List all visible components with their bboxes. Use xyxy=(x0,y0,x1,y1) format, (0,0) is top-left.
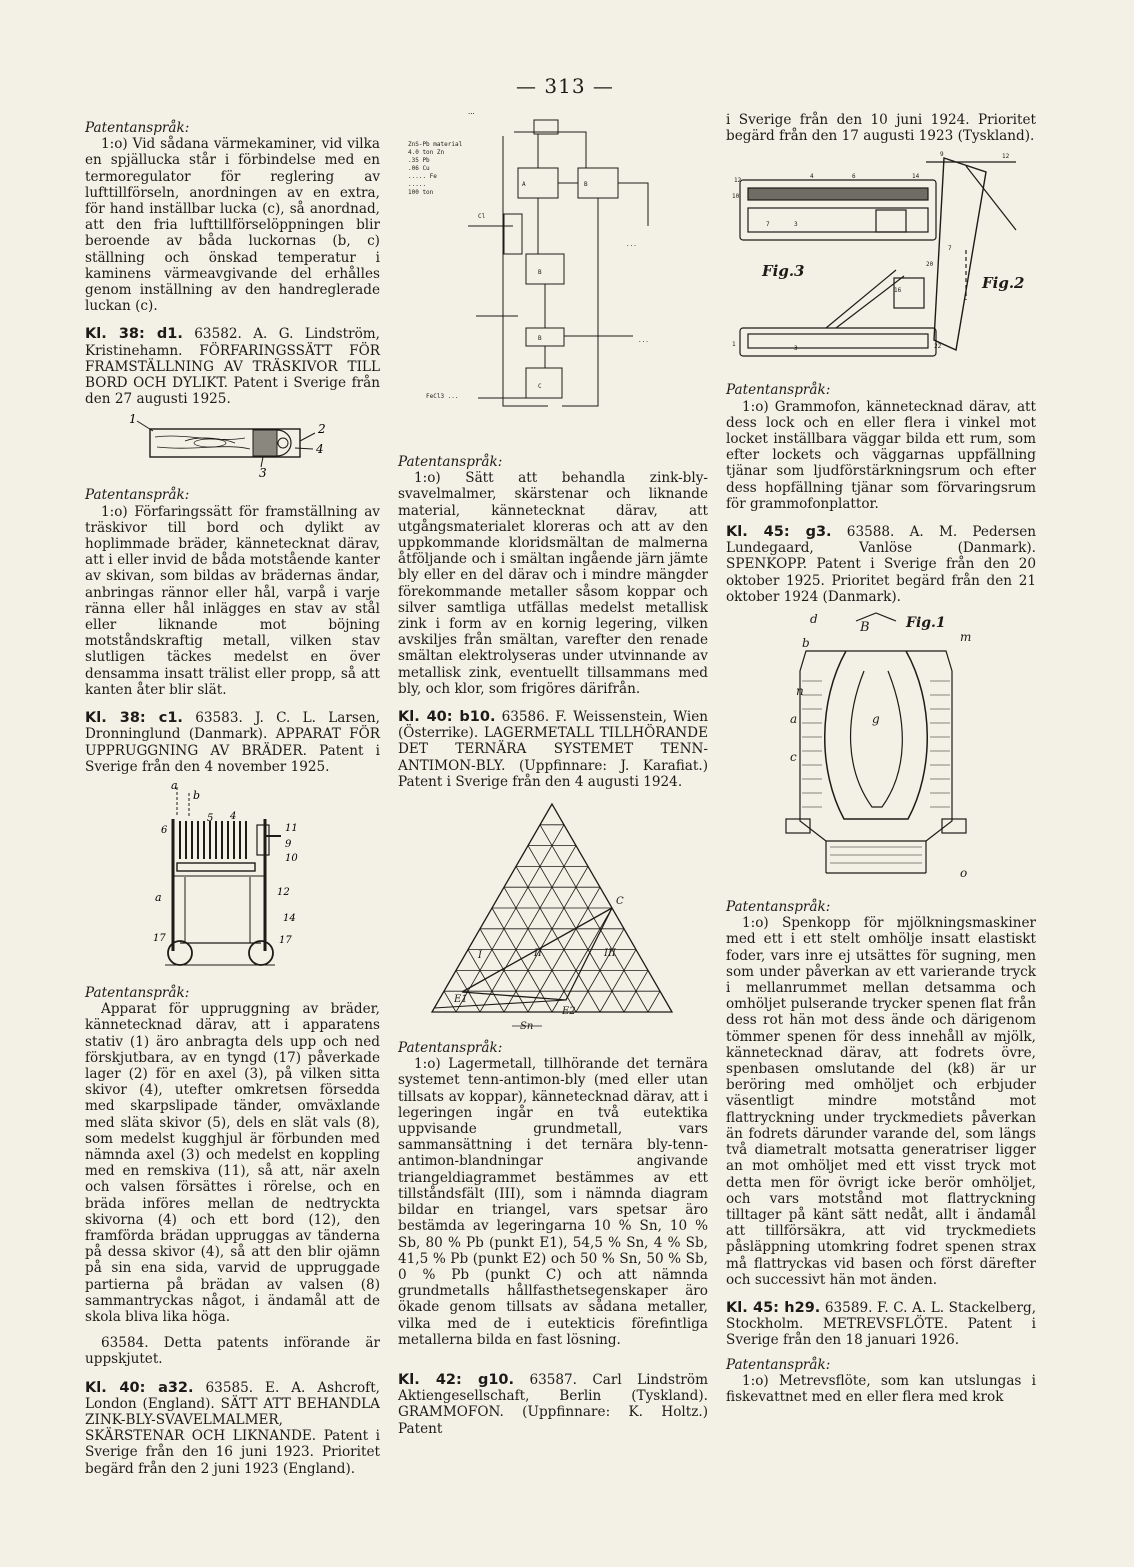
entry-text: 63585. E. A. Ashcroft, London (England). SÄTT ATT BEHANDLA ZINK-BLY-SVAVELMALMER, SKÄRSTENAR OCH LIKNANDE. Patent i Sverige från den 16 juni 1923. Prioritet begärd från den 2 juni 1923 (England). xyxy=(85,1379,380,1477)
fig-label: E2 xyxy=(562,1006,576,1018)
fig-label: d xyxy=(810,612,818,627)
entry-text: 63589. F. C. A. L. Stackelberg, Stockholm. METREVSFLÖTE. Patent i Sverige från den 18 januari 1926. xyxy=(726,1299,1037,1349)
figure-ternary-diagram xyxy=(398,796,708,1032)
figure-board-section xyxy=(85,413,380,479)
claims-heading: Patentanspråk: xyxy=(398,1040,503,1057)
svg-text:14: 14 xyxy=(912,173,920,181)
svg-text:6: 6 xyxy=(852,173,856,181)
svg-text:1: 1 xyxy=(732,341,736,349)
svg-text:B: B xyxy=(584,181,588,188)
svg-text:Cl: Cl xyxy=(478,213,486,220)
claims-heading: Patentanspråk: xyxy=(85,120,190,136)
svg-text:12: 12 xyxy=(734,177,742,185)
fig-label: 5 xyxy=(207,812,214,824)
fig-label: I xyxy=(478,950,482,962)
fig-label: II xyxy=(534,948,542,960)
svg-text:4.0 ton Zn: 4.0 ton Zn xyxy=(408,149,445,156)
claims-heading: Patentanspråk: xyxy=(726,899,831,916)
fig-label: a xyxy=(790,712,798,727)
class-label: Kl. 45: h29. xyxy=(726,1299,821,1316)
fig-label: o xyxy=(960,866,968,881)
page-number: — 313 — xyxy=(516,74,614,98)
claims-heading: Patentanspråk: xyxy=(726,1356,831,1373)
fig-label: c xyxy=(790,750,797,765)
fig-label: 17 xyxy=(153,932,166,944)
svg-text:9: 9 xyxy=(940,151,944,159)
fig-label: Fig.3 xyxy=(762,262,805,281)
fig-label: b xyxy=(193,788,201,802)
patent-entry-63588 xyxy=(726,524,1036,605)
fig-label: 2 xyxy=(318,422,326,437)
svg-text:22: 22 xyxy=(934,343,942,351)
class-label: Kl. 42: g10. xyxy=(398,1371,515,1388)
svg-text:10: 10 xyxy=(732,193,740,201)
svg-text:B: B xyxy=(538,269,542,276)
claim-text: 1:o) Sätt att behandla zink-bly-svavelmalmer, skärstenar och liknande material, kännetecknat därav, att utgångsmaterialet kloreras och att av den uppkommande kloridsmältan de malmerna åtföljande och i smältan ingående järn jämte bly eller en del därav och i mindre mängder förekommande metaller såsom koppar och silver samtliga utfällas medelst metallisk zink i form av en kornig legering, vilken avskiljes från smältan, varefter den renade smältan elektrolyseras under utvinnande av metallisk zink, eventuellt tillsammans med bly, och klor, som frigöres därifrån. xyxy=(398,470,708,697)
class-label: Kl. 45: g3. xyxy=(726,524,832,541)
claim-text: 1:o) Lagermetall, tillhörande det ternära systemet tenn-antimon-bly (med eller utan tillsats av koppar), kännetecknad därav, att i legeringen ingår en två eutektika uppvisande grundmetall, vars sammansättning i det ternära bly-tenn-antimon-blandningar angivande triangeldiagrammet bestämmes av ett tillståndsfält (III), som i nämnda diagram bildar en triangel, vars spetsar äro bestämda av legeringarna 10 % Sn, 10 % Sb, 80 % Pb (punkt E1), 54,5 % Sn, 4 % Sb, 41,5 % Pb (punkt E2) och 50 % Sn, 50 % Sb, 0 % Pb (punkt C) och att nämnda grundmetalls hållfasthetsegenskaper äro ökade genom tillsats av sådana metaller, vilka med de i eutekticis förefintliga metallerna bilda en fast lösning. xyxy=(398,1056,708,1348)
fig-label: 6 xyxy=(161,824,168,836)
patent-entry-63583 xyxy=(85,710,380,775)
entry-text: 63583. J. C. L. Larsen, Dronninglund (Danmark). APPARAT FÖR UPPRUGGNING AV BRÄDER. Patent i Sverige från den 4 november 1925. xyxy=(85,710,380,775)
svg-text:7: 7 xyxy=(948,245,952,253)
fig-label: 17 xyxy=(279,934,292,946)
fig-label: E1 xyxy=(454,994,468,1006)
fig-label: 1 xyxy=(129,413,137,427)
svg-text:...: ... xyxy=(638,337,649,344)
svg-text:3: 3 xyxy=(794,221,798,229)
svg-text:A: A xyxy=(522,181,526,188)
fig-label: Fig.1 xyxy=(906,615,946,632)
svg-text:FeCl3 ...: FeCl3 ... xyxy=(426,393,459,400)
svg-text:B: B xyxy=(538,335,542,342)
fig-label: 4 xyxy=(230,810,237,822)
entry-text: 63588. A. M. Pedersen Lundegaard, Vanlöse (Danmark). SPENKOPP. Patent i Sverige från den 20 oktober 1925. Prioritet begärd från den 21 oktober 1924 (Danmark). xyxy=(726,524,1036,605)
fig-label: Fig.2 xyxy=(982,274,1025,293)
fig-label: n xyxy=(796,684,804,699)
fig-label: a xyxy=(171,780,178,792)
column-right xyxy=(726,112,1036,1405)
figure-process-flowchart xyxy=(398,106,708,446)
svg-text:100 ton: 100 ton xyxy=(408,189,434,196)
svg-text:16: 16 xyxy=(894,287,902,295)
patent-entry-63587 xyxy=(398,1372,708,1437)
column-left xyxy=(85,112,380,1477)
class-label: Kl. 38: d1. xyxy=(85,326,183,343)
deferred-note: 63584. Detta patents införande är uppskjutet. xyxy=(85,1335,380,1368)
patent-entry-63585 xyxy=(85,1380,380,1477)
fig-label: 4 xyxy=(316,442,324,457)
class-label: Kl. 40: a32. xyxy=(85,1379,194,1396)
svg-text:.35 Pb: .35 Pb xyxy=(408,157,430,164)
fig-label: g xyxy=(872,712,880,727)
claim-text: Apparat för uppruggning av bräder, kännetecknad därav, att i apparatens stativ (1) äro anbragta dels upp och ned förskjutbara, av en tyngd (17) påverkade lager (2) för en axel (3), på vilken sitta skivor (4), utefter omkretsen försedda med skarpslipade tänder, omväxlande med släta skivor (5), dels en slät vals (8), som medelst kugghjul är förbunden med nämnda axel (3) och medelst en koppling med en remskiva (11), så att, när axeln och valsen försättes i rörelse, och en bräda införes mellan de nedtryckta skivorna (4) och ett bord (12), den framförda brädan uppruggas av tänderna på dessa skivor (4), så att den blir ojämn på sin ena sida, varvid de uppruggade partierna på brädan av valsen (8) sammantryckas något, i ändamål att de skola bliva lika höga. xyxy=(85,1001,380,1325)
fig-label: 10 xyxy=(285,852,298,864)
claims-heading: Patentanspråk: xyxy=(85,984,190,1001)
fig-label: C xyxy=(616,896,624,908)
svg-text:3: 3 xyxy=(794,345,798,353)
class-label: Kl. 38: c1. xyxy=(85,710,183,727)
svg-text:C: C xyxy=(538,383,542,390)
claims-heading: Patentanspråk: xyxy=(398,454,503,470)
patent-entry-63589 xyxy=(726,1300,1036,1349)
fig-label: 11 xyxy=(285,822,298,834)
claims-heading: Patentanspråk: xyxy=(85,487,190,504)
column-middle xyxy=(398,108,709,1437)
fig-label: 3 xyxy=(259,466,267,480)
figure-roughing-apparatus xyxy=(85,781,380,977)
claim-text: 1:o) Metrevsflöte, som kan utslungas i fiskevattnet med en eller flera med krok xyxy=(726,1372,1036,1405)
svg-text:7: 7 xyxy=(766,221,770,229)
fig-label: b xyxy=(802,636,810,651)
class-label: Kl. 40: b10. xyxy=(398,709,496,726)
svg-text:4: 4 xyxy=(810,173,814,181)
svg-text:12: 12 xyxy=(1002,153,1010,161)
patent-entry-63582 xyxy=(85,326,380,407)
svg-text:..... Fe: ..... Fe xyxy=(408,173,437,180)
figure-teat-cup xyxy=(726,611,1036,891)
fig-label: 12 xyxy=(277,886,290,898)
continued-text: i Sverige från den 10 juni 1924. Prioritet begärd från den 17 augusti 1923 (Tyskland). xyxy=(726,112,1036,145)
claim-text: 1:o) Spenkopp för mjölkningsmaskiner med ett i ett stelt omhölje insatt elastiskt foder, vars inre ej utsättes för sugning, men som under påverkan av ett varierande tryck i mellanrummet mellan detsamma och omhöljet pulserande trycker spenen flat från dess rot hän mot dess ände och därigenom tömmer spenen för dess innehåll av mjölk, kännetecknad därav, att fodrets övre, spenbasen omslutande del (k8) är ur beröring med omhöljet och erbjuder väsentligt mindre motstånd mot flattryckning under tryckmediets påverkan än fodrets därunder varande del, som längs två diametralt motsatta generatriser ligger an mot omhöljet med ett visst tryck mot detta men för övrigt icke berör omhöljet, och vars motstånd mot flattryckning tilltager på känt sätt nedåt, allt i ändamål att tillförsäkra, att vid tryckmediets påsläppning utomkring fodret spenen strax må flattryckas vid basen och först därefter och successivt hän mot änden. xyxy=(726,915,1036,1288)
fig-label: B xyxy=(860,620,870,636)
claim-text: 1:o) Grammofon, kännetecknad därav, att dess lock och en eller flera i vinkel mot locket inställbara väggar bilda ett rum, som efter lockets och väggarnas uppfällning tjänar som ljudförstärkningsrum och efter dess hopfällning tjänar som förvaringsrum för grammofonplattor. xyxy=(726,398,1036,512)
fig-label: 14 xyxy=(283,912,296,924)
fig-label: III xyxy=(604,948,616,960)
fig-label: Sn xyxy=(520,1021,534,1033)
svg-text:20: 20 xyxy=(926,261,934,269)
claims-heading: Patentanspråk: xyxy=(726,382,831,399)
fig-label: a xyxy=(155,890,162,904)
svg-text:ZnS-Pb material: ZnS-Pb material xyxy=(408,141,463,148)
entry-text: 63586. F. Weissenstein, Wien (Österrike). LAGERMETALL TILLHÖRANDE DET TERNÄRA SYSTEMET TENN-ANTIMON-BLY. (Uppfinnare: J. Karafiat.) Patent i Sverige från den 4 augusti 1924. xyxy=(398,709,708,790)
fig-label: 9 xyxy=(285,838,292,850)
entry-text: 63587. Carl Lindström Aktiengesellschaft, Berlin (Tyskland). GRAMMOFON. (Uppfinnare: K. Holtz.) Patent xyxy=(398,1371,709,1437)
figure-gramophone xyxy=(726,150,1036,374)
fig-label: m xyxy=(960,630,972,645)
svg-text:.06 Cu: .06 Cu xyxy=(408,165,430,172)
claim-text: 1:o) Förfaringssätt för framställning av träskivor till bord och dylikt av hoplimmade bräder, kännetecknat därav, att i eller invid de båda motstående kanter av skivan, som bildas av brädernas ändar, anbringas rännor eller hål, varpå i varje ränna eller hål inlägges en stav av stål eller liknande mot böjning motståndskraftig metall, vilken stav slutligen täckes medelst en över densamma insatt trälist eller propp, så att kanten åter blir slät. xyxy=(85,503,380,698)
svg-text:...: ... xyxy=(468,108,475,116)
entry-text: 63582. A. G. Lindström, Kristinehamn. FÖRFARINGSSÄTT FÖR FRAMSTÄLLNING AV TRÄSKIVOR TILL BORD OCH DYLIKT. Patent i Sverige från den 27 augusti 1925. xyxy=(85,326,380,408)
patent-entry-63586 xyxy=(398,709,708,790)
svg-text:.....: ..... xyxy=(408,181,427,188)
svg-text:...: ... xyxy=(626,241,637,248)
claim-text: 1:o) Vid sådana värmekaminer, vid vilka en spjällucka står i förbindelse med en termoregulator för reglering av lufttillförseln, anordningen av en extra, för hand inställbar lucka (c), så anordnad, att den fria lufttillförselöppningen blir beroende av båda luckornas (b, c) ställning och önskad temperatur i kaminens värmeavgivande del erhålles genom inställning av den handreglerade luckan (c). xyxy=(85,136,380,315)
